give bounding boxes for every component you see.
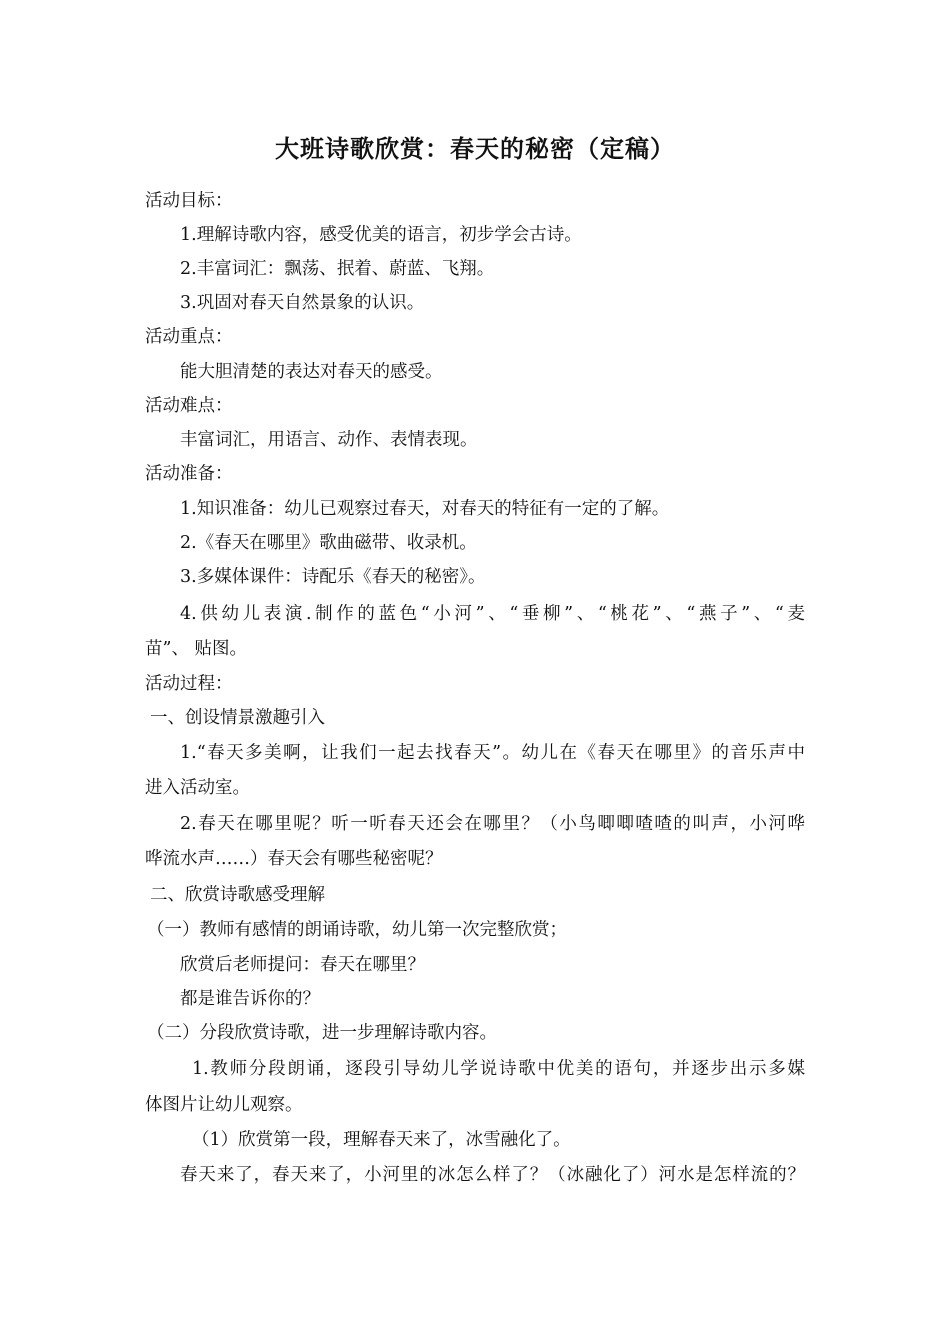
paragraph-line: 苗”、 贴图。 bbox=[145, 639, 248, 659]
paragraph-line: 2.丰富词汇：飘荡、抿着、蔚蓝、飞翔。 bbox=[180, 259, 495, 279]
paragraph-line: 欣赏后老师提问：春天在哪里？ bbox=[180, 955, 425, 975]
paragraph-line: 春天来了，春天来了，小河里的冰怎么样了？（冰融化了）河水是怎样流的？ bbox=[180, 1165, 805, 1185]
paragraph-line: 1.“春天多美啊，让我们一起去找春天”。幼儿在《春天在哪里》的音乐声中 bbox=[180, 743, 805, 763]
section-heading-goals: 活动目标： bbox=[145, 191, 233, 211]
paragraph-line: 1.教师分段朗诵，逐段引导幼儿学说诗歌中优美的语句，并逐步出示多媒 bbox=[192, 1059, 805, 1079]
subsection-heading: （一）教师有感情的朗诵诗歌，幼儿第一次完整欣赏； bbox=[147, 920, 567, 940]
subsection-heading: 二、欣赏诗歌感受理解 bbox=[150, 885, 325, 905]
paragraph-line: 体图片让幼儿观察。 bbox=[145, 1095, 303, 1115]
paragraph-line: 3.多媒体课件：诗配乐《春天的秘密》。 bbox=[180, 567, 486, 587]
section-heading-preparation: 活动准备： bbox=[145, 464, 233, 484]
paragraph-line: 1.理解诗歌内容，感受优美的语言，初步学会古诗。 bbox=[180, 225, 582, 245]
section-heading-difficulty: 活动难点： bbox=[145, 396, 233, 416]
section-heading-process: 活动过程： bbox=[145, 674, 233, 694]
paragraph-line: 3.巩固对春天自然景象的认识。 bbox=[180, 293, 425, 313]
paragraph-line: 4.供幼儿表演.制作的蓝色“小河”、“垂柳”、“桃花”、“燕子”、“麦 bbox=[180, 604, 805, 624]
paragraph-line: 丰富词汇，用语言、动作、表情表现。 bbox=[180, 430, 478, 450]
paragraph-line: 2.春天在哪里呢？听一听春天还会在哪里？（小鸟唧唧喳喳的叫声，小河哗 bbox=[180, 814, 805, 834]
subsection-heading: （二）分段欣赏诗歌，进一步理解诗歌内容。 bbox=[147, 1023, 497, 1043]
paragraph-line: （1）欣赏第一段，理解春天来了，冰雪融化了。 bbox=[192, 1130, 571, 1150]
paragraph-line: 2.《春天在哪里》歌曲磁带、收录机。 bbox=[180, 533, 477, 553]
document-title: 大班诗歌欣赏：春天的秘密（定稿） bbox=[275, 135, 675, 163]
section-heading-focus: 活动重点： bbox=[145, 327, 233, 347]
paragraph-line: 1.知识准备：幼儿已观察过春天，对春天的特征有一定的了解。 bbox=[180, 499, 670, 519]
paragraph-line: 进入活动室。 bbox=[145, 778, 250, 798]
subsection-heading: 一、创设情景激趣引入 bbox=[150, 708, 325, 728]
paragraph-line: 哗流水声……）春天会有哪些秘密呢？ bbox=[145, 849, 443, 869]
paragraph-line: 能大胆清楚的表达对春天的感受。 bbox=[180, 362, 443, 382]
paragraph-line: 都是谁告诉你的？ bbox=[180, 989, 320, 1009]
